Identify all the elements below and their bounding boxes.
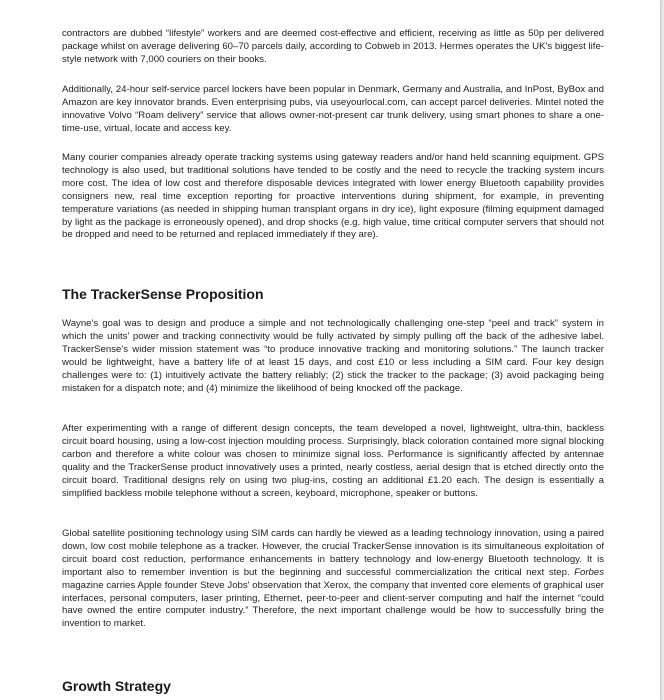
- paragraph-parcel-lockers: Additionally, 24-hour self-service parcel lockers have been popular in Denmark, Germany and Australia, and InPost, ByBox and Amazon are key innovator brands. Even enterprising pubs, via useyourlocal.com, can accept parcel deliveries. Mintel noted the innovative Volvo “Roam delivery” service that allows owner-not-present car trunk delivery, using smart phones to share a one-time-use, virtual, locate and access key.: [62, 84, 604, 134]
- paragraph-design-concepts: After experimenting with a range of different design concepts, the team developed a novel, lightweight, ultra-thin, backless circuit board housing, using a low-cost injection moulding process. Surprisingly, black coloration contained more signal blocking carbon and therefore a white colour was chosen to minimize signal loss. Performance is significantly affected by antennae quality and the TrackerSense product innovatively uses a printed, nearly costless, aerial design that is etched directly onto the circuit board. Traditional designs rely on using two plug-ins, costing an additional £1.20 each. The design is essentially a simplified backless mobile telephone without a screen, keyboard, microphone, speaker or buttons.: [62, 423, 604, 499]
- forbes-italic-text: Forbes: [574, 566, 604, 578]
- heading-growth-strategy: Growth Strategy: [62, 678, 171, 694]
- heading-trackersense-proposition: The TrackerSense Proposition: [62, 286, 264, 302]
- paragraph-design-goal: Wayne's goal was to design and produce a simple and not technologically challenging one-step “peel and track” system in which the units' power and tracking connectivity would be fully activated by simply pulling off the back of the adhesive label. TrackerSense's wider mission statement was “to produce innovative tracking and monitoring solutions.” The launch tracker would be lightweight, have a battery life of at least 15 days, and cost £10 or less including a SIM card. Four key design challenges were to: (1) intuitively activate the battery reliably; (2) stick the tracker to the package; (3) avoid packaging being mistaken for a dispatch note; and (4) minimize the likelihood of being knocked off the package.: [62, 318, 604, 394]
- paragraph-tracking-systems: Many courier companies already operate tracking systems using gateway readers and/or hand held scanning equipment. GPS technology is also used, but traditional solutions have tended to be costly and the need to recycle the tracking system incurs more cost. The idea of low cost and therefore disposable devices integrated with lower energy Bluetooth capability provides consigners new, real time exception reporting for proactive interventions during shipment, for example, in preventing temperature variations (as needed in shipping human transplant organs in dry ice), light exposure (filming equipment damaged by light as the package is erroneously opened), and drop shocks (e.g. high value, time critical computer servers that should not be dropped and need to be returned and replaced immediately if they are).: [62, 152, 604, 241]
- paragraph-satellite-positioning: [62, 528, 604, 631]
- paragraph-courier-contractors: contractors are dubbed “lifestyle” workers and are deemed cost-effective and efficient, receiving as little as 50p per delivered package whilst on average delivering 60–70 parcels daily, according to Cobweb in 2013. Hermes operates the UK's biggest life-style network with 7,000 couriers on their books.: [62, 28, 604, 65]
- paragraph-text-end: magazine carries Apple founder Steve Jobs' observation that Xerox, the company that invented core elements of graphical user interfaces, personal computers, laser printing, Ethernet, peer-to-peer and client-server computing and half the internet “could have owned the entire computer industry.” Therefore, the next important challenge would be how to successfully bring the invention to market.: [62, 579, 604, 630]
- paragraph-text-start: Global satellite positioning technology using SIM cards can hardly be viewed as a leading technology innovation, using a paired down, low cost mobile telephone as a tracker. However, the crucial TrackerSense innovation is its simultaneous exploitation of circuit board cost reduction, performance enhancements in battery technology and low-energy Bluetooth technology. It is important also to remember invention is but the beginning and successful commercialization the critical next step.: [62, 528, 604, 578]
